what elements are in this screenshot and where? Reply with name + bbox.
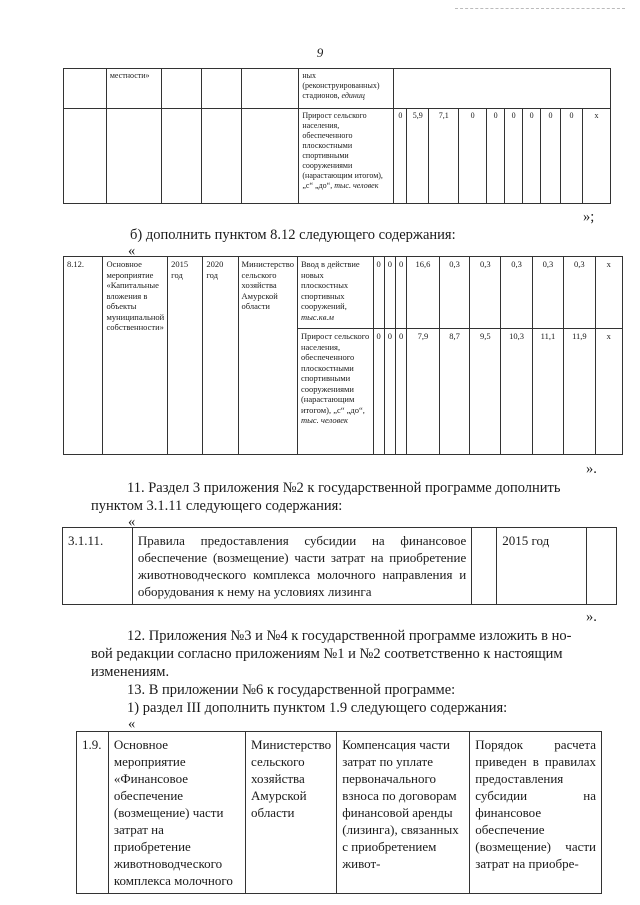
open-quote-1: « <box>128 243 136 259</box>
table-continuation <box>63 68 611 204</box>
cell-year-3111: 2015 год <box>497 528 587 605</box>
cell-executor-19: Министерство сельского хозяйства Амурской области <box>246 732 337 894</box>
cell-event-cont: местности» <box>106 69 161 109</box>
table-row <box>77 732 602 894</box>
para-12-line3: изменениям. <box>91 664 170 680</box>
cell-empty <box>64 69 107 109</box>
cell-text-3111: Правила предоставления субсидии на финансовое обеспечение (возмещение) части затрат на приобретение животноводческого комплекса молочного направления и оборудования к нему на условиях лизинга <box>132 528 471 605</box>
cell-num-3111: 3.1.11. <box>63 528 133 605</box>
para-12-line2: вой редакции согласно приложениям №1 и №2 соответственно к настоящим <box>91 646 563 662</box>
cell-indicator-812a: Ввод в действие новых плоскостных спортивных сооружений, тыс.кв.м <box>297 257 373 329</box>
cell-result-19: Компенсация части затрат по уплате первоначального взноса по договорам финансовой аренды (лизинга), связанных с приобретением живот- <box>337 732 470 894</box>
table-row: 8.12. Основное мероприятие «Капитальные вложения в объекты муниципальной собственности» 2015 год 2020 год Министерство сельского хозяйства Амурской области Ввод в действие новых плоскостных спортивных сооружений, тыс.кв.м 0 0 0 16,6 0,3 0,3 0,3 0,3 0,3 х <box>64 257 623 329</box>
table-row <box>63 528 617 605</box>
cell-num-19: 1.9. <box>77 732 109 894</box>
table-3-1-11 <box>62 527 617 605</box>
cell-num-812: 8.12. <box>64 257 103 455</box>
cell-event-812: Основное мероприятие «Капитальные вложения в объекты муниципальной собственности» <box>103 257 168 455</box>
cell-indicator-812b: Прирост сельского населения, обеспеченного плоскостными спортивными сооружениями (нарастающим итогом), „с“ „до“, тыс. человек <box>297 329 373 455</box>
para-12-line1: 12. Приложения №3 и №4 к государственной программе изложить в но- <box>127 628 572 644</box>
top-scan-marks <box>455 8 625 9</box>
cell-order-19: Порядок расчета приведен в правилах предоставления субсидии на финансовое обеспечение (возмещение) части затрат на приобре- <box>470 732 602 894</box>
cell-event-19: Основное мероприятие «Финансовое обеспечение (возмещение) части затрат на приобретение животноводческого комплекса молочного <box>108 732 245 894</box>
page-number: 9 <box>316 45 324 60</box>
para-b: б) дополнить пунктом 8.12 следующего содержания: <box>130 227 456 243</box>
cell-start-812: 2015 год <box>168 257 203 455</box>
table-row: Прирост сельского населения, обеспеченного плоскостными спортивными сооружениями (нарастающим итогом), „с“ „до“, тыс. человек 0 5,9 7,1 0 0 0 0 0 0 х <box>64 109 611 204</box>
end-quote-3: ». <box>586 609 597 625</box>
open-quote-2: « <box>128 514 136 530</box>
open-quote-3: « <box>128 716 136 732</box>
cell-executor-812: Министерство сельского хозяйства Амурской области <box>238 257 297 455</box>
end-quote-1: »; <box>583 209 595 225</box>
cell-indicator-1: ных (реконструированных) стадионов, единиц <box>299 69 394 109</box>
end-quote-2: ». <box>586 461 597 477</box>
para-13-1: 1) раздел III дополнить пунктом 1.9 следующего содержания: <box>127 700 508 716</box>
cell-indicator-2: Прирост сельского населения, обеспеченного плоскостными спортивными сооружениями (нарастающим итогом), „с“ „до“, тыс. человек <box>299 109 394 204</box>
table-8-12 <box>63 256 623 455</box>
table-row: Прирост сельского населения, обеспеченного плоскостными спортивными сооружениями (нарастающим итогом), „с“ „до“, тыс. человек 0 0 0 7,9 8,7 9,5 10,3 11,1 11,9 х <box>64 329 623 455</box>
table-1-9 <box>76 731 602 894</box>
cell-end-812: 2020 год <box>203 257 238 455</box>
para-11-line2: пунктом 3.1.11 следующего содержания: <box>91 498 343 514</box>
para-13: 13. В приложении №6 к государственной программе: <box>127 682 456 698</box>
para-11-line1: 11. Раздел 3 приложения №2 к государственной программе дополнить <box>127 480 561 496</box>
